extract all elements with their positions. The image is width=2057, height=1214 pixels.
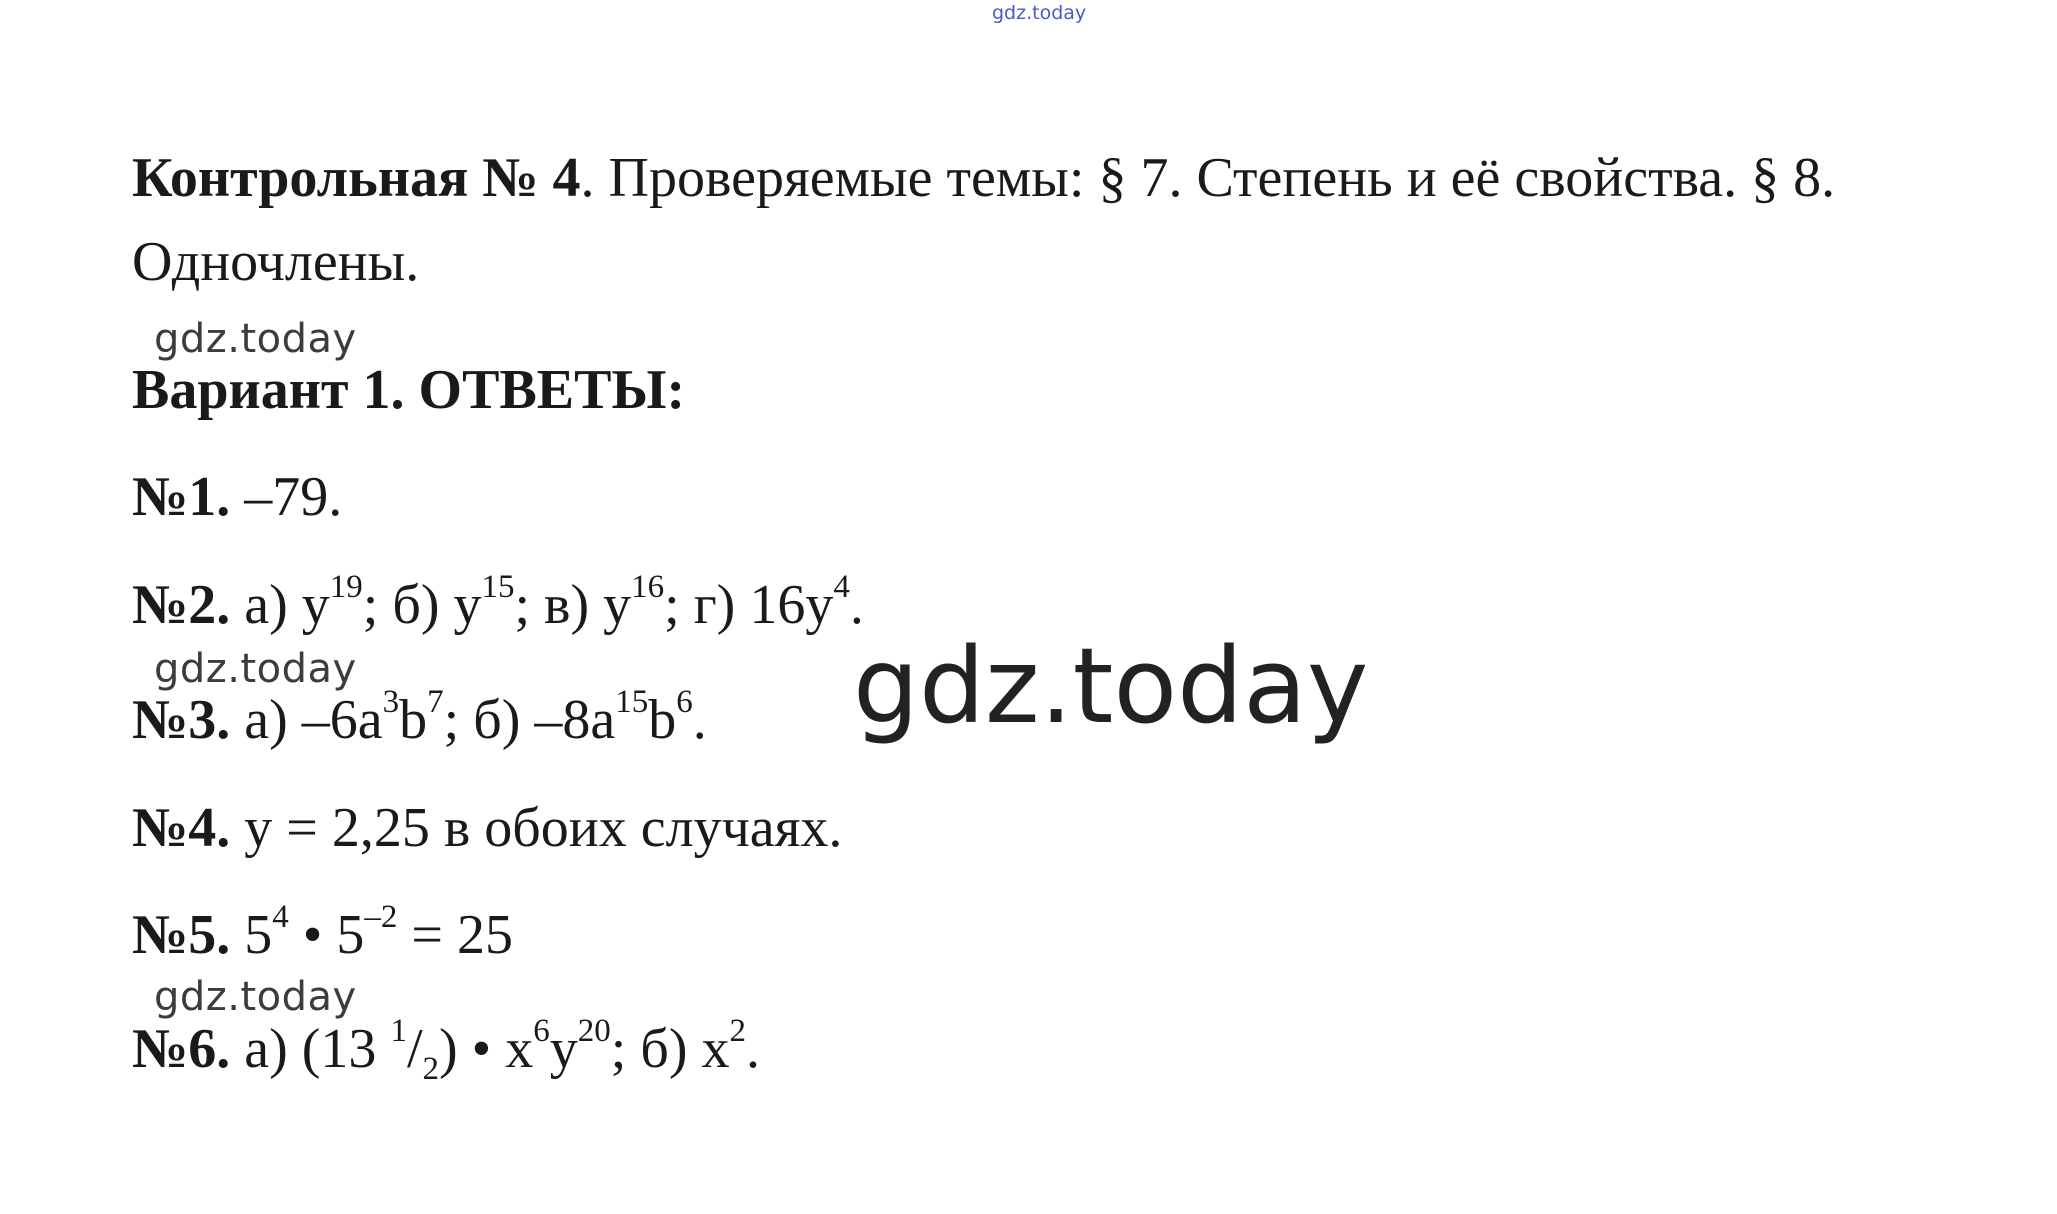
answer-label: №6. <box>132 1018 231 1080</box>
answer-1: №1. –79. <box>132 466 343 528</box>
answer-3: №3. а) $-6a^3b^7$; б) $-8a^{15}b^6$. <box>132 684 707 751</box>
watermark-small: gdz.today <box>154 646 357 692</box>
topics-text: . Проверяемые темы: § 7. Степень и её свойства. § 8. Одночлены. <box>132 147 1836 293</box>
answer-label: №5. <box>132 904 231 966</box>
variant-title: Вариант 1. ОТВЕТЫ: <box>132 359 686 421</box>
answer-label: №4. <box>132 797 231 859</box>
answer-2: №2. а) $y^{19}$; б) $y^{15}$; в) $y^{16}$; г) $16y^4$. <box>132 569 864 636</box>
watermark-top: gdz.today <box>992 2 1087 24</box>
answer-5: №5. $5^4$ • $5^{-2} = 25$ <box>132 899 513 966</box>
watermark-small: gdz.today <box>154 974 357 1020</box>
test-number: Контрольная № 4 <box>132 147 581 209</box>
answer-label: №1. <box>132 466 231 528</box>
answer-label: №3. <box>132 689 231 751</box>
answer-4: №4. y = 2,25 в обоих случаях. <box>132 797 843 859</box>
watermark-large: gdz.today <box>853 625 1369 747</box>
answer-6: №6. а) (13 $^1/_2$) • $x^6y^{20}$; б) $x^2$. <box>132 1013 760 1087</box>
page-title <box>132 136 1992 304</box>
answer-label: №2. <box>132 574 231 636</box>
watermark-small: gdz.today <box>154 316 357 362</box>
